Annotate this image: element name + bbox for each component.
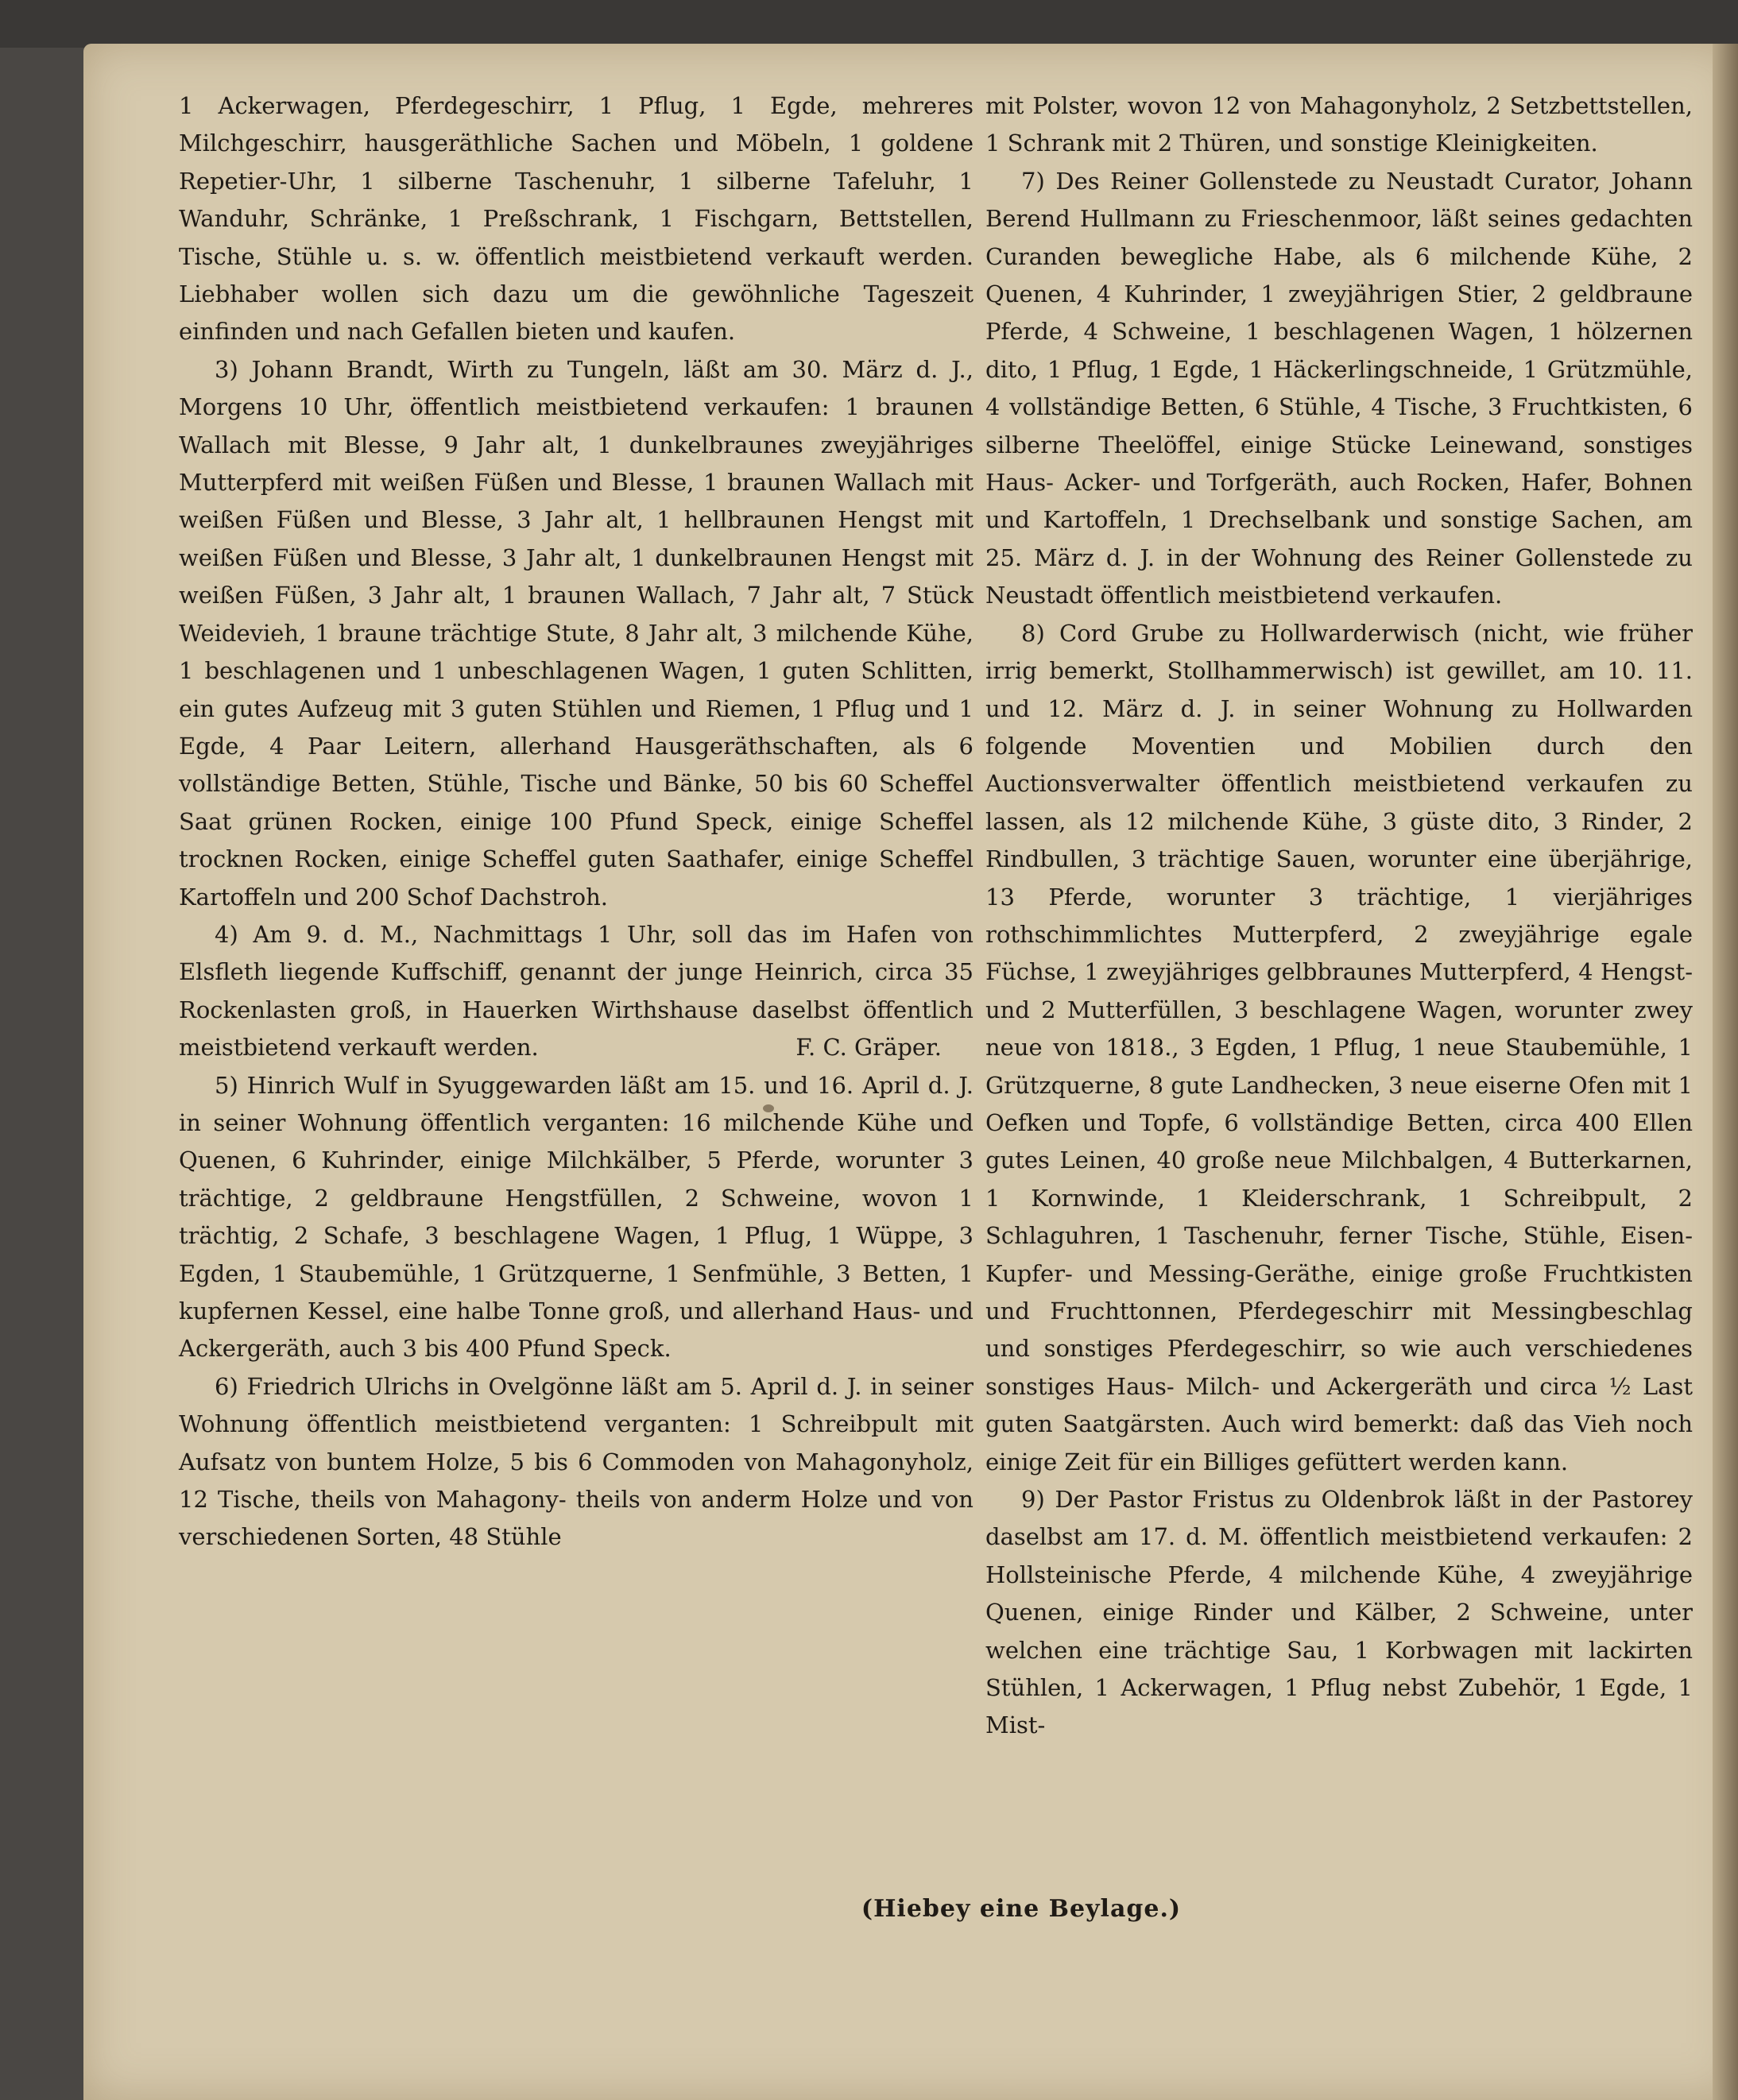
right-column (985, 87, 1693, 1745)
notice-4 (179, 916, 974, 1067)
notice-5: 5) Hinrich Wulf in Syuggewarden läßt am 15. und 16. April d. J. in seiner Wohnung öffentlich verganten: 16 milchende Kühe und Quenen, 6 Kuhrinder, einige Milchkälber, 5 Pferde, worunter 3 trächtige, 2 geldbraune Hengstfüllen, 2 Schweine, wovon 1 trächtig, 2 Schafe, 3 beschlagene Wagen, 1 Pflug, 1 Wüppe, 3 Egden, 1 Staubemühle, 1 Grützquerne, 1 Senfmühle, 3 Betten, 1 kupfernen Kessel, eine halbe Tonne groß, und allerhand Haus- und Ackergeräth, auch 3 bis 400 Pfund Speck. (179, 1071, 974, 1363)
notice-9: 9) Der Pastor Fristus zu Oldenbrok läßt in der Pastorey daselbst am 17. d. M. öffentlich meistbietend verkaufen: 2 Hollsteinische Pferde, 4 milchende Kühe, 4 zweyjährige Quenen, einige Rinder und Kälber, 2 Schweine, unter welchen eine trächtige Sau, 1 Korbwagen mit lackirten Stühlen, 1 Ackerwagen, 1 Pflug nebst Zubehör, 1 Egde, 1 Mist- (985, 1486, 1693, 1739)
notice-6-continued: mit Polster, wovon 12 von Mahagonyholz, 2 Setzbettstellen, 1 Schrank mit 2 Thüren, und sonstige Kleinigkeiten. (985, 92, 1693, 157)
notice-2-continued: 1 Ackerwagen, Pferdegeschirr, 1 Pflug, 1 Egde, mehreres Milchgeschirr, hausgeräthliche Sachen und Möbeln, 1 goldene Repetier-Uhr, 1 silberne Taschenuhr, 1 silberne Tafeluhr, 1 Wanduhr, Schränke, 1 Preßschrank, 1 Fischgarn, Bettstellen, Tische, Stühle u. s. w. öffentlich meistbietend verkauft werden. Liebhaber wollen sich dazu um die gewöhnliche Tageszeit einfinden und nach Gefallen bieten und kaufen. (179, 92, 974, 346)
notice-8: 8) Cord Grube zu Hollwarderwisch (nicht, wie früher irrig bemerkt, Stollhammerwisch) ist gewillet, am 10. 11. und 12. März d. J. in seiner Wohnung zu Hollwarden folgende Moventien und Mobilien durch den Auctionsverwalter öffentlich meistbietend verkaufen zu lassen, als 12 milchende Kühe, 3 güste dito, 3 Rinder, 2 Rindbullen, 3 trächtige Sauen, worunter eine überjährige, 13 Pferde, worunter 3 trächtige, 1 vierjähriges rothschimmlichtes Mutterpferd, 2 zweyjährige egale Füchse, 1 zweyjähriges gelbbraunes Mutterpferd, 4 Hengst- und 2 Mutterfüllen, 3 beschlagene Wagen, worunter zwey neue von 1818., 3 Egden, 1 Pflug, 1 neue Staubemühle, 1 Grützquerne, 8 gute Landhecken, 3 neue eiserne Ofen mit 1 Oefken und Topfe, 6 vollständige Betten, circa 400 Ellen gutes Leinen, 40 große neue Milchbalgen, 4 Butterkarnen, 1 Kornwinde, 1 Kleiderschrank, 1 Schreibpult, 2 Schlaguhren, 1 Taschenuhr, ferner Tische, Stühle, Eisen- Kupfer- und Messing-Geräthe, einige große Fruchtkisten und Fruchttonnen, Pferdegeschirr mit Messingbeschlag und sonstiges Pferdegeschirr, so wie auch verschiedenes sonstiges Haus- Milch- und Ackergeräth und circa ½ Last guten Saatgärsten. Auch wird bemerkt: daß das Vieh noch einige Zeit für ein Billiges gefüttert werden kann. (985, 619, 1693, 1475)
signature: F. C. Gräper. (795, 1034, 942, 1062)
notice-6: 6) Friedrich Ulrichs in Ovelgönne läßt am 5. April d. J. in seiner Wohnung öffentlich meistbietend verganten: 1 Schreibpult mit Aufsatz von buntem Holze, 5 bis 6 Commoden von Mahagonyholz, 12 Tische, theils von Mahagony- theils von anderm Holze und von verschiedenen Sorten, 48 Stühle (179, 1372, 974, 1551)
notice-4-text: 4) Am 9. d. M., Nachmittags 1 Uhr, soll das im Hafen von Elsfleth liegende Kuffschiff, genannt der junge Heinrich, circa 35 Rockenlasten groß, in Hauerken Wirthshause daselbst öffentlich meistbietend verkauft werden. (179, 920, 974, 1062)
page-fold-edge (1713, 44, 1738, 2100)
notice-7: 7) Des Reiner Gollenstede zu Neustadt Curator, Johann Berend Hullmann zu Frieschenmoor, läßt seines gedachten Curanden bewegliche Habe, als 6 milchende Kühe, 2 Quenen, 4 Kuhrinder, 1 zweyjährigen Stier, 2 geldbraune Pferde, 4 Schweine, 1 beschlagenen Wagen, 1 hölzernen dito, 1 Pflug, 1 Egde, 1 Häckerlingschneide, 1 Grützmühle, 4 vollständige Betten, 6 Stühle, 4 Tische, 3 Fruchtkisten, 6 silberne Theelöffel, einige Stücke Leinewand, sonstiges Haus- Acker- und Torfgeräth, auch Rocken, Hafer, Bohnen und Kartoffeln, 1 Drechselbank und sonstige Sachen, am 25. März d. J. in der Wohnung des Reiner Gollenstede zu Neustadt öffentlich meistbietend verkaufen. (985, 167, 1693, 609)
notice-3: 3) Johann Brandt, Wirth zu Tungeln, läßt am 30. März d. J., Morgens 10 Uhr, öffentlich meistbietend verkaufen: 1 braunen Wallach mit Blesse, 9 Jahr alt, 1 dunkelbraunes zweyjähriges Mutterpferd mit weißen Füßen und Blesse, 1 braunen Wallach mit weißen Füßen und Blesse, 3 Jahr alt, 1 hellbraunen Hengst mit weißen Füßen und Blesse, 3 Jahr alt, 1 dunkelbraunen Hengst mit weißen Füßen, 3 Jahr alt, 1 braunen Wallach, 7 Jahr alt, 7 Stück Weidevieh, 1 braune trächtige Stute, 8 Jahr alt, 3 milchende Kühe, 1 beschlagenen und 1 unbeschlagenen Wagen, 1 guten Schlitten, ein gutes Aufzeug mit 3 guten Stühlen und Riemen, 1 Pflug und 1 Egde, 4 Paar Leitern, allerhand Hausgeräthschaften, als 6 vollständige Betten, Stühle, Tische und Bänke, 50 bis 60 Scheffel Saat grünen Rocken, einige 100 Pfund Speck, einige Scheffel trocknen Rocken, einige Scheffel guten Saathafer, einige Scheffel Kartoffeln und 200 Schof Dachstroh. (179, 355, 974, 911)
supplement-note: (Hiebey eine Beylage.) (861, 1895, 1182, 1923)
left-column (179, 87, 974, 1557)
scan-background (0, 0, 1738, 48)
